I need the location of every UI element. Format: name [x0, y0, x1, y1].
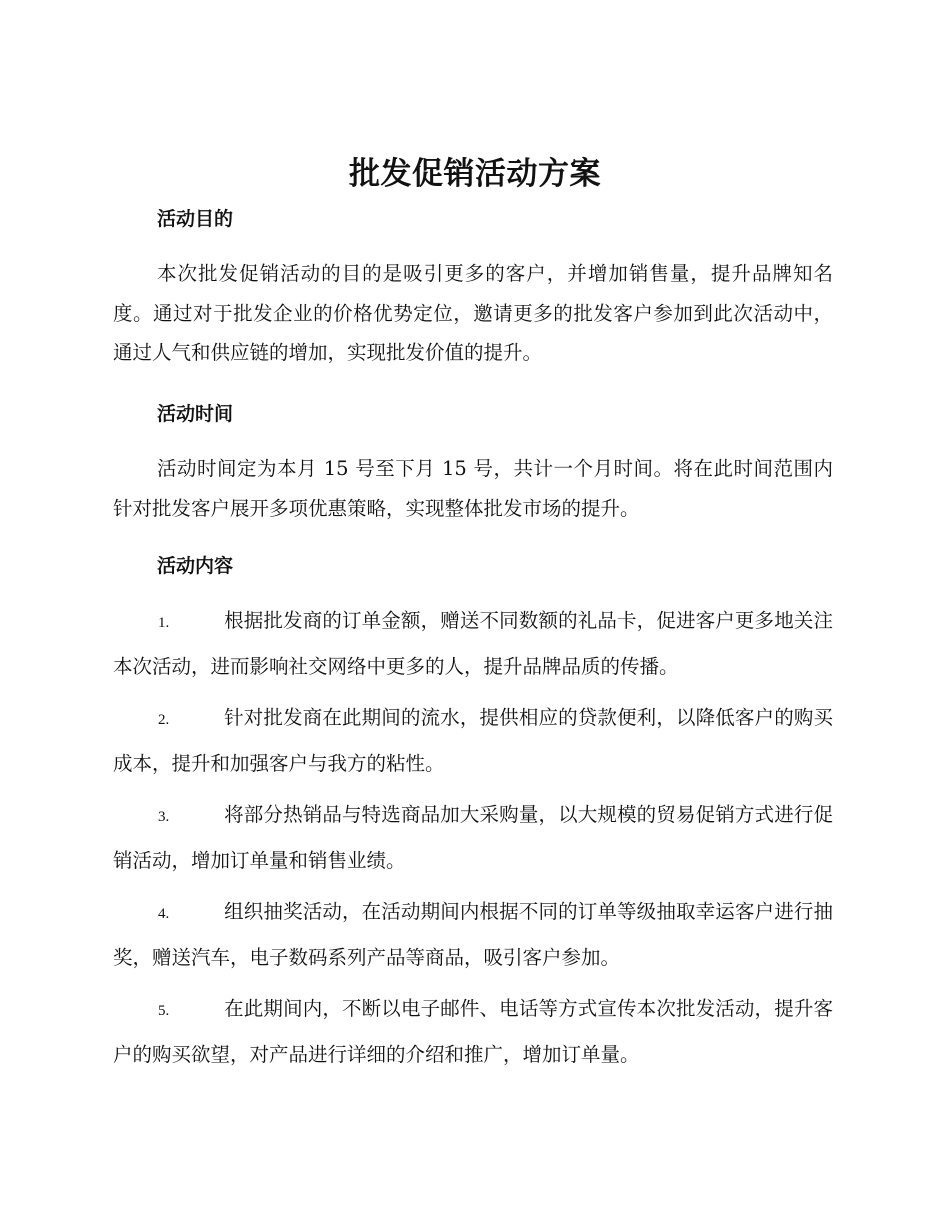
list-item-text: 根据批发商的订单金额，赠送不同数额的礼品卡，促进客户更多地关注本次活动，进而影响社交网络中更多的人，提升品牌品质的传播。: [113, 609, 833, 678]
list-item: [113, 696, 833, 785]
list-item: [113, 599, 833, 688]
list-item-number: 4.: [158, 906, 170, 922]
list-item-text: 针对批发商在此期间的流水，提供相应的贷款便利，以降低客户的购买成本，提升和加强客户与我方的粘性。: [113, 706, 833, 775]
list-item-number: 1.: [158, 615, 170, 631]
list-item-text: 组织抽奖活动，在活动期间内根据不同的订单等级抽取幸运客户进行抽奖，赠送汽车，电子数码系列产品等商品，吸引客户参加。: [113, 900, 833, 969]
list-item: [113, 987, 833, 1076]
list-item-text: 在此期间内，不断以电子邮件、电话等方式宣传本次批发活动，提升客户的购买欲望，对产品进行详细的介绍和推广，增加订单量。: [113, 997, 833, 1066]
list-item: [113, 890, 833, 979]
list-item-text: 将部分热销品与特选商品加大采购量，以大规模的贸易促销方式进行促销活动，增加订单量和销售业绩。: [113, 803, 833, 872]
document-title: 批发促销活动方案: [349, 156, 601, 192]
list-item: [113, 793, 833, 882]
list-item-number: 2.: [158, 712, 170, 728]
section-heading-time: 活动时间: [157, 403, 234, 425]
section-heading-purpose: 活动目的: [157, 208, 234, 230]
section-paragraph-time: 活动时间定为本月 15 号至下月 15 号，共计一个月时间。将在此时间范围内针对批发客户展开多项优惠策略，实现整体批发市场的提升。: [113, 457, 833, 520]
section-heading-content: 活动内容: [157, 555, 234, 577]
list-item-number: 5.: [158, 1003, 170, 1019]
section-paragraph-purpose: 本次批发促销活动的目的是吸引更多的客户，并增加销售量，提升品牌知名度。通过对于批发企业的价格优势定位，邀请更多的批发客户参加到此次活动中，通过人气和供应链的增加，实现批发价值的提升。: [113, 262, 833, 364]
list-item-number: 3.: [158, 809, 170, 825]
